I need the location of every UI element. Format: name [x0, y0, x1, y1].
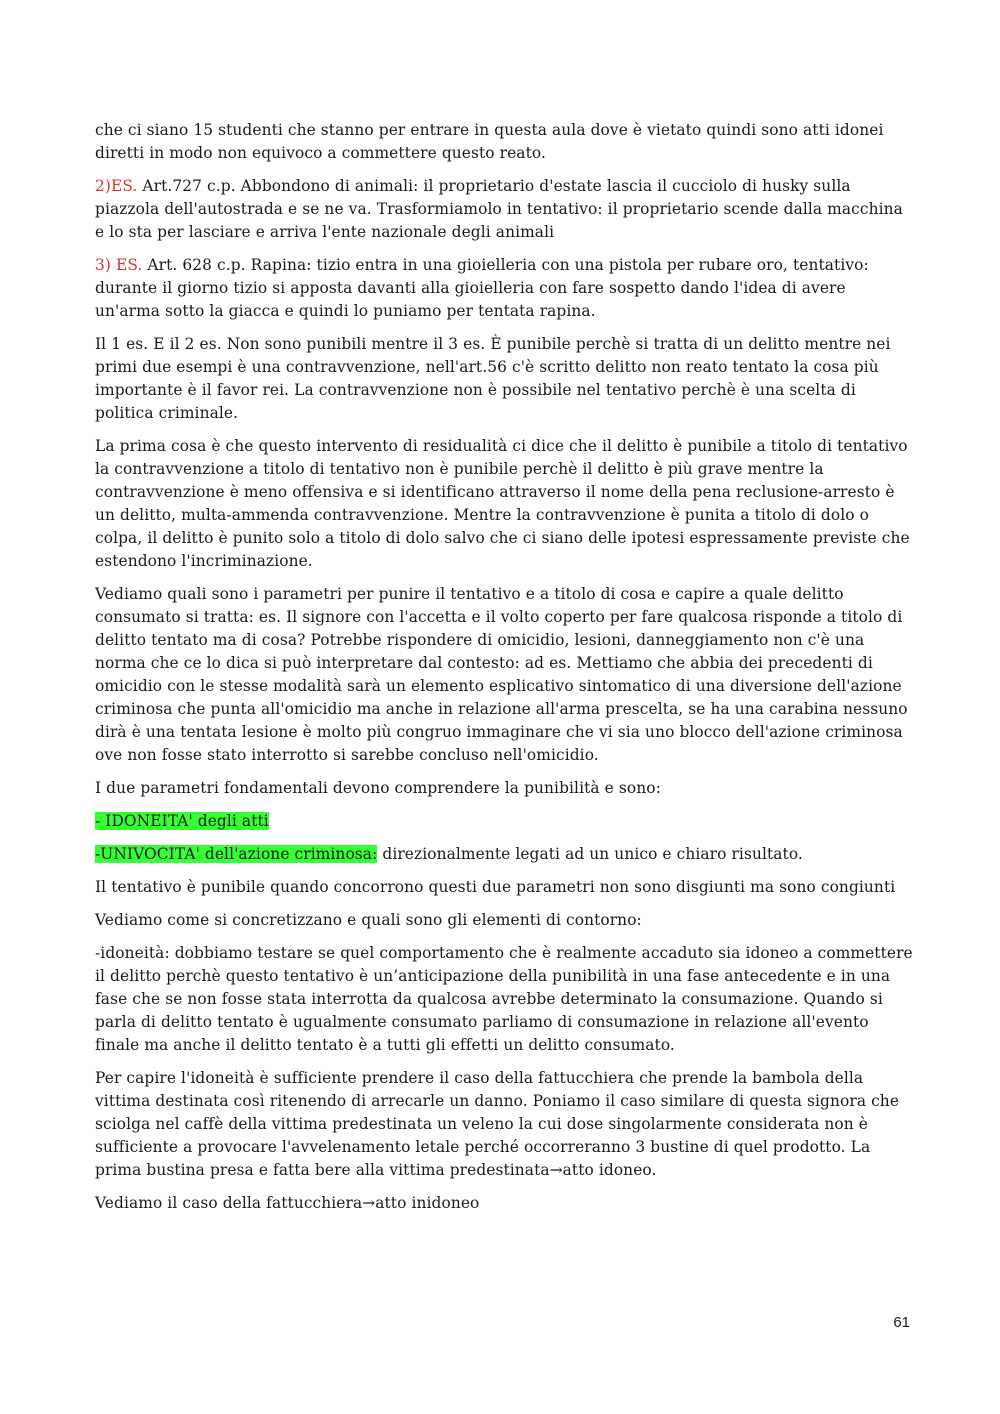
paragraph-univocita — [95, 843, 913, 866]
paragraph-parameters: Vediamo quali sono i parametri per punire il tentativo e a titolo di cosa e capire a quale delitto consumato si tratta: es. Il signore con l'accetta e il volto coperto per fare qualcosa risponde a titolo di delitto tentato ma di cosa? Potrebbe rispondere di omicidio, lesioni, danneggiamento non c'è una norma che ce lo dica si può interpretare dal contesto: ad es. Mettiamo che abbia dei precedenti di omicidio con le stesse modalità sarà un elemento esplicativo sintomatico di una diversione dell'azione criminosa che punta all'omicidio ma anche in relazione all'arma prescelta, se ha una carabina nessuno dirà è una tentata lesione è molto più congruo immaginare che vi sia uno blocco dell'azione criminosa ove non fosse stato interrotto si sarebbe concluso nell'omicidio. — [95, 585, 908, 764]
page-body — [95, 119, 913, 1225]
example-label-2: 2)ES. — [95, 177, 138, 195]
paragraph-continuation: che ci siano 15 studenti che stanno per entrare in questa aula dove è vietato quindi sono atti idonei diretti in modo non equivoco a commettere questo reato. — [95, 121, 884, 162]
highlight-idoneita: - IDONEITA' degli atti — [95, 812, 269, 830]
paragraph-example-2 — [95, 175, 913, 244]
paragraph-residuality: La prima cosa è che questo intervento di residualità ci dice che il delitto è punibile a titolo di tentativo la contravvenzione a titolo di tentativo non è punibile perchè il delitto è più grave mentre la contravvenzione è meno offensiva e si identificano attraverso il nome della pena reclusione-arresto è un delitto, multa-ammenda contravvenzione. Mentre la contravvenzione è punita a titolo di dolo o colpa, il delitto è punito solo a titolo di dolo salvo che ci siano delle ipotesi espressamente previste che estendono l'incriminazione. — [95, 437, 910, 570]
paragraph-punishability: Il 1 es. E il 2 es. Non sono punibili mentre il 3 es. È punibile perchè si tratta di un delitto mentre nei primi due esempi è una contravvenzione, nell'art.56 c'è scritto delitto non reato tentato la cosa più importante è il favor rei. La contravvenzione non è possibile nel tentativo perchè è una scelta di politica criminale. — [95, 335, 891, 422]
paragraph-conjoined: Il tentativo è punibile quando concorrono questi due parametri non sono disgiunti ma sono congiunti — [95, 878, 896, 896]
paragraph-idoneita — [95, 810, 913, 833]
paragraph-example-3 — [95, 254, 913, 323]
paragraph-elements: Vediamo come si concretizzano e quali sono gli elementi di contorno: — [95, 911, 642, 929]
example-label-3: 3) ES. — [95, 256, 143, 274]
paragraph-idoneita-detail: -idoneità: dobbiamo testare se quel comportamento che è realmente accaduto sia idoneo a commettere il delitto perchè questo tentativo è un’anticipazione della punibilità in una fase antecedente e in una fase che se non fosse stata interrotta da qualcosa avrebbe determinato la consumazione. Quando si parla di delitto tentato è ugualmente consumato parliamo di consumazione in relazione all'evento finale ma anche il delitto tentato è a tutti gli effetti un delitto consumato. — [95, 944, 913, 1054]
paragraph-fattucchiera: Per capire l'idoneità è sufficiente prendere il caso della fattucchiera che prende la bambola della vittima destinata così ritenendo di arrecarle un danno. Poniamo il caso similare di questa signora che sciolga nel caffè della vittima predestinata un veleno la cui dose singolarmente considerata non è sufficiente a provocare l'avvelenamento letale perché occorreranno 3 bustine di quel prodotto. La prima bustina presa e fatta bere alla vittima predestinata→atto idoneo. — [95, 1069, 900, 1179]
paragraph-inidoneo: Vediamo il caso della fattucchiera→atto inidoneo — [95, 1194, 480, 1212]
page-number: 61 — [893, 1314, 910, 1331]
example-text-2: Art.727 c.p. Abbondono di animali: il proprietario d'estate lascia il cucciolo di husky sulla piazzola dell'autostrada e se ne va. Trasformiamolo in tentativo: il proprietario scende dalla macchina e lo sta per lasciare e arriva l'ente nazionale degli animali — [95, 177, 903, 241]
univocita-text: direzionalmente legati ad un unico e chiaro risultato. — [377, 845, 803, 863]
paragraph-fundamental-parameters: I due parametri fondamentali devono comprendere la punibilità e sono: — [95, 779, 661, 797]
highlight-univocita: -UNIVOCITA' dell'azione criminosa: — [95, 845, 378, 863]
example-text-3: Art. 628 c.p. Rapina: tizio entra in una gioielleria con una pistola per rubare oro, tentativo: durante il giorno tizio si apposta davanti alla gioielleria con fare sospetto dando l'idea di avere un'arma sotto la giacca e quindi lo puniamo per tentata rapina. — [95, 256, 869, 320]
